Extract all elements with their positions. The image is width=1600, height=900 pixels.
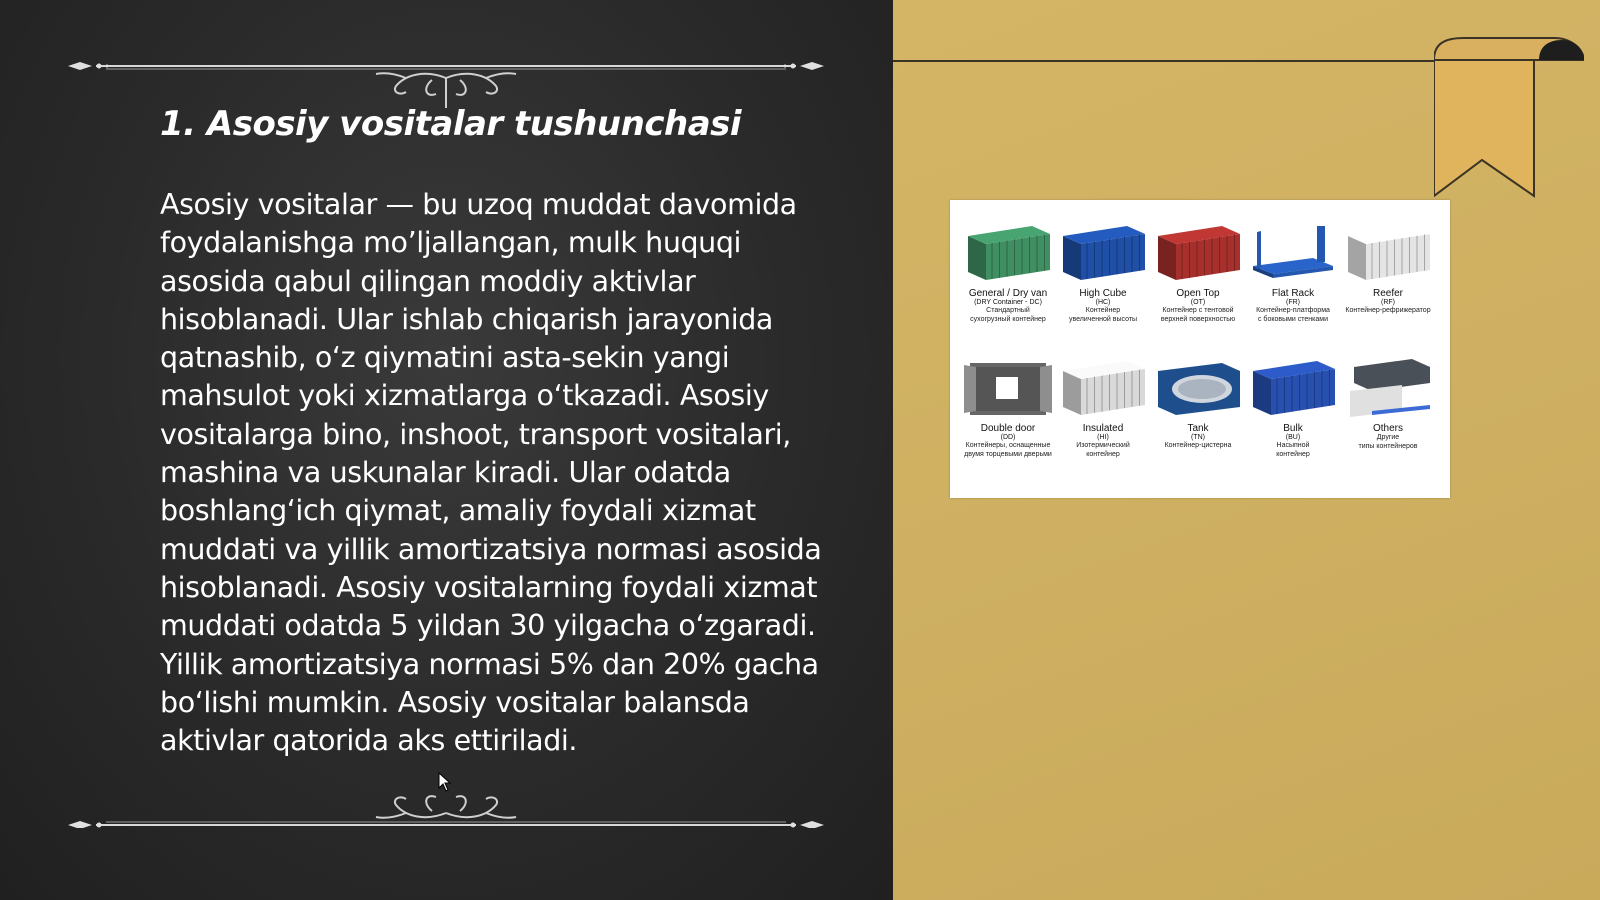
container-ru2: типы контейнеров (1358, 442, 1418, 450)
container-ru1: Контейнер-рефрижератор (1345, 307, 1431, 314)
container-ru1: Контейнеры, оснащенные (965, 442, 1051, 449)
horizontal-rule (893, 60, 1436, 62)
container-caption (1342, 288, 1434, 316)
container-code: (HC) (1095, 299, 1111, 306)
container-tile (1342, 214, 1434, 316)
container-name: Tank (1187, 423, 1209, 434)
container-code: (BU) (1285, 434, 1301, 441)
container-illustration (1247, 214, 1339, 288)
container-tile (1247, 349, 1339, 459)
container-ru2: верхней поверхностью (1160, 315, 1236, 323)
container-ru2: сухогрузный контейнер (970, 315, 1046, 323)
container-name: Bulk (1283, 423, 1303, 434)
container-ru2: с боковыми стенками (1257, 315, 1329, 323)
container-illustration (962, 214, 1054, 288)
container-ru2: увеличенной высоты (1068, 315, 1138, 323)
container-ru1: Другие (1376, 434, 1400, 441)
container-name: Insulated (1082, 423, 1124, 434)
container-caption (962, 423, 1054, 459)
container-code: (TN) (1191, 434, 1205, 441)
container-types-image (950, 200, 1450, 498)
container-tile (1247, 214, 1339, 324)
container-caption (1247, 423, 1339, 459)
container-tile (1152, 214, 1244, 324)
container-caption (1152, 288, 1244, 324)
container-code: (OT) (1190, 299, 1206, 306)
container-ru2: контейнер (1276, 450, 1310, 458)
container-code: (FR) (1286, 299, 1300, 306)
container-illustration (1057, 349, 1149, 423)
bookmark-ribbon-icon (1434, 36, 1584, 200)
container-name: Reefer (1372, 288, 1403, 299)
container-ru1: Контейнер с тентовой (1162, 307, 1234, 314)
container-tile (962, 214, 1054, 324)
container-ru1: Насыпной (1276, 442, 1310, 449)
container-name: Others (1372, 423, 1403, 434)
container-name: Double door (980, 423, 1036, 434)
container-illustration (1152, 214, 1244, 288)
container-ru1: Контейнер (1085, 307, 1121, 314)
container-tile (1057, 349, 1149, 459)
container-tile (1342, 349, 1434, 451)
container-caption (1342, 423, 1434, 451)
container-ru1: Стандартный (986, 307, 1030, 314)
container-illustration (1057, 214, 1149, 288)
container-caption (962, 288, 1054, 324)
container-ru1: Контейнер-платформа (1256, 307, 1330, 314)
container-tile (1057, 214, 1149, 324)
container-illustration (962, 349, 1054, 423)
container-code: (DRY Container - DC) (974, 299, 1042, 306)
container-ru1: Изотермический (1076, 442, 1130, 449)
container-code: (RF) (1381, 299, 1395, 306)
container-ru2: контейнер (1086, 450, 1120, 458)
slide-title: 1. Asosiy vositalar tushunchasi (160, 104, 742, 144)
container-caption (1152, 423, 1244, 451)
container-tile (1152, 349, 1244, 451)
container-illustration (1152, 349, 1244, 423)
ornament-divider-icon (66, 50, 826, 110)
mouse-pointer-icon (438, 772, 452, 792)
container-illustration (1342, 349, 1434, 423)
container-name: General / Dry van (968, 288, 1048, 299)
container-name: Flat Rack (1271, 288, 1315, 299)
container-code: (DD) (1000, 434, 1016, 441)
container-caption (1057, 288, 1149, 324)
container-code: (HI) (1097, 434, 1109, 441)
slide-body-text: Asosiy vositalar — bu uzoq muddat davomida foydalanishga mo’ljallangan, mulk huquqi asosida qabul qilingan moddiy aktivlar hisoblanadi. Ular ishlab chiqarish jarayonida qatnashib, o‘z qiymatini asta-sekin yangi mahsulot yoki xizmatlarga o‘tkazadi. Asosiy vositalarga bino, inshoot, transport vositalari, mashina va uskunalar kiradi. Ular odatda boshlang‘ich qiymat, amaliy foydali xizmat muddati va yillik amortizatsiya normasi asosida hisoblanadi. Asosiy vositalarning foydali xizmat muddati odatda 5 yildan 30 yilgacha o‘zgaradi. Yillik amortizatsiya normasi 5% dan 20% gacha bo‘lishi mumkin. Asosiy vositalar balansda aktivlar qatorida aks ettiriladi. (160, 188, 822, 758)
container-name: Open Top (1176, 288, 1220, 299)
container-ru2: двумя торцевыми дверьми (964, 450, 1052, 458)
container-illustration (1247, 349, 1339, 423)
container-illustration (1342, 214, 1434, 288)
container-ru1: Контейнер-цистерна (1164, 442, 1232, 449)
container-caption (1057, 423, 1149, 459)
container-caption (1247, 288, 1339, 324)
container-tile (962, 349, 1054, 459)
container-name: High Cube (1079, 288, 1127, 299)
